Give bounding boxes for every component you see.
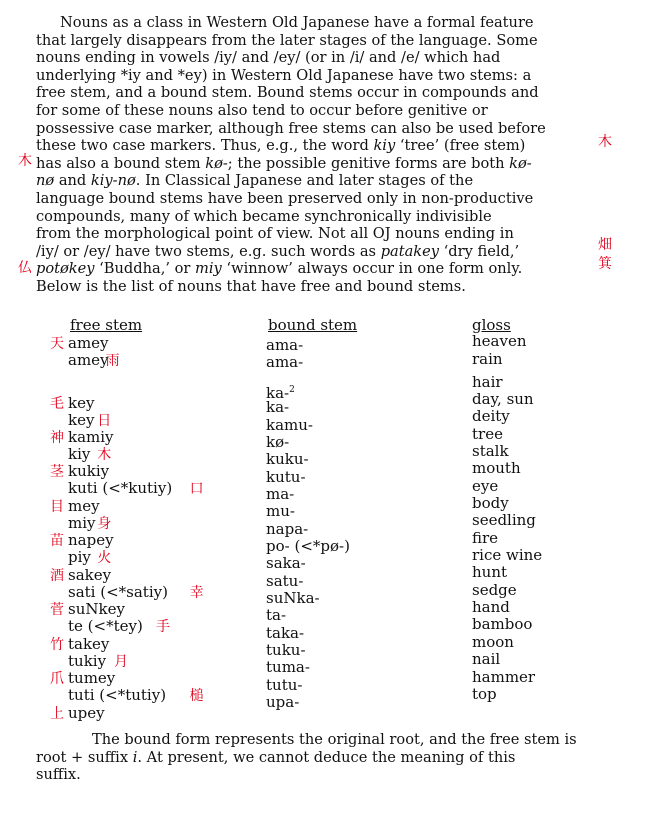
- gloss-cell: hand: [472, 598, 510, 616]
- intro-line: free stem, and a bound stem. Bound stems occur in compounds and: [36, 84, 539, 102]
- text: ‘winnow’ always occur in one form only.: [221, 260, 523, 278]
- bound-stem-cell: satu-: [266, 572, 304, 590]
- gloss-cell: rain: [472, 350, 503, 368]
- text: ; the possible genitive forms are both: [227, 154, 510, 172]
- row-kanji: 日: [97, 413, 112, 429]
- intro-line: Nouns as a class in Western Old Japanese have a formal feature: [60, 14, 534, 31]
- gloss-cell: body: [472, 494, 509, 512]
- free-stem-cell: kuti (<*kutiy): [68, 479, 173, 497]
- row-kanji: 木: [97, 447, 112, 463]
- text: has also a bound stem: [36, 154, 206, 172]
- bound-stem-cell: po- (<*pø-): [266, 537, 350, 555]
- gloss-cell: moon: [472, 633, 514, 651]
- intro-line: that largely disappears from the later stages of the language. Some: [36, 31, 538, 49]
- row-kanji: 茎: [50, 464, 64, 480]
- intro-line: [36, 260, 592, 278]
- bound-stem-cell: tuku-: [266, 641, 306, 659]
- text: and: [54, 172, 91, 190]
- term-miy: miy: [195, 260, 222, 278]
- text: /iy/ or /ey/ have two stems, e.g. such words as: [36, 242, 381, 260]
- free-stem-cell: upey: [68, 704, 105, 722]
- term-kiy: kiy: [373, 137, 396, 155]
- free-stem-cell: key: [68, 394, 95, 412]
- bound-stem-cell: kamu-: [266, 416, 313, 434]
- row-kanji: 月: [114, 654, 128, 670]
- bound-stem-cell: ma-: [266, 485, 295, 503]
- free-stem-cell: napey: [68, 531, 114, 549]
- row-kanji: 竹: [50, 637, 64, 653]
- text: . At present, we cannot deduce the meaning of this: [137, 748, 516, 766]
- intro-line: [36, 243, 592, 261]
- gloss-cell: seedling: [472, 511, 536, 529]
- intro-line: [36, 172, 592, 190]
- free-stem-cell: miy: [68, 514, 96, 532]
- outro-line: suffix.: [36, 766, 81, 784]
- gloss-cell: day, sun: [472, 390, 534, 408]
- bound-stem-cell: ta-: [266, 606, 287, 624]
- intro-paragraph: [36, 14, 592, 296]
- row-kanji: 苗: [50, 533, 64, 549]
- gloss-cell: fire: [472, 529, 499, 547]
- gloss-cell: nail: [472, 650, 501, 668]
- intro-line: possessive case marker, although free stems can also be used before: [36, 119, 546, 137]
- free-stem-cell: kamiy: [68, 428, 114, 446]
- text: root + suffix: [36, 748, 133, 766]
- text: . In Classical Japanese and later stages of the: [135, 172, 474, 190]
- free-stem-cell: sati (<*satiy): [68, 583, 168, 601]
- header-bound-stem: bound stem: [268, 316, 358, 334]
- gloss-cell: eye: [472, 477, 499, 495]
- free-stem-cell: kukiy: [68, 462, 110, 480]
- bound-stem-cell: ka-: [266, 398, 290, 416]
- gloss-cell: bamboo: [472, 615, 533, 633]
- gloss-cell: tree: [472, 425, 503, 443]
- margin-kanji-mi: 箕: [598, 256, 612, 272]
- intro-line: from the morphological point of view. Not all OJ nouns ending in: [36, 225, 514, 243]
- gloss-cell: mouth: [472, 459, 521, 477]
- row-kanji: 神: [50, 430, 64, 446]
- row-kanji: 雨: [105, 353, 120, 369]
- bound-stem-cell: kø-: [266, 433, 290, 451]
- bound-stem-cell: upa-: [266, 693, 300, 711]
- free-stem-cell: amey: [68, 334, 109, 352]
- free-stem-cell: mey: [68, 497, 100, 515]
- free-stem-cell: takey: [68, 635, 110, 653]
- outro-line: The bound form represents the original root, and the free stem is: [92, 731, 577, 748]
- intro-line: [36, 137, 592, 155]
- row-kanji: 上: [50, 706, 64, 722]
- margin-kanji-ki: 木: [18, 153, 32, 169]
- intro-line: for some of these nouns also tend to occur before genitive or: [36, 101, 488, 119]
- gloss-cell: hunt: [472, 563, 508, 581]
- free-stem-cell: amey: [68, 351, 109, 369]
- free-stem-cell: sakey: [68, 566, 112, 584]
- row-kanji: 槌: [189, 688, 204, 704]
- free-stem-cell: te (<*tey): [68, 617, 143, 635]
- text: these two case markers. Thus, e.g., the word: [36, 137, 374, 155]
- margin-kanji-hotoke: 仏: [18, 260, 32, 276]
- margin-kanji-ki: 木: [598, 134, 612, 150]
- header-free-stem: free stem: [70, 316, 143, 334]
- free-stem-cell: kiy: [68, 445, 91, 463]
- text: ‘dry field,’: [439, 242, 520, 260]
- intro-line: underlying *iy and *ey) in Western Old Japanese have two stems: a: [36, 66, 532, 84]
- gloss-cell: hammer: [472, 668, 536, 686]
- intro-line: nouns ending in vowels /iy/ and /ey/ (or in /i/ and /e/ which had: [36, 49, 501, 67]
- row-kanji: 身: [97, 516, 112, 532]
- bound-stem-cell: napa-: [266, 520, 309, 538]
- row-kanji: 毛: [50, 396, 64, 412]
- intro-line: [36, 155, 592, 173]
- row-kanji: 目: [50, 499, 64, 515]
- text: ‘Buddha,’ or: [94, 260, 196, 278]
- free-stem-cell: key: [68, 411, 95, 429]
- free-stem-cell: tukiy: [68, 652, 107, 670]
- free-stem-cell: piy: [68, 548, 91, 566]
- bound-stem-cell: tuma-: [266, 658, 310, 676]
- row-kanji: 口: [189, 481, 204, 497]
- term-kiy-no: kiy-nø: [90, 172, 136, 190]
- bound-stem-cell: mu-: [266, 502, 295, 520]
- outro-line: [36, 749, 642, 767]
- gloss-cell: sedge: [472, 581, 517, 599]
- bound-stem-cell: kuku-: [266, 450, 309, 468]
- gloss-cell: deity: [472, 407, 510, 425]
- row-kanji: 手: [156, 619, 170, 635]
- free-stem-cell: suNkey: [68, 600, 125, 618]
- gloss-cell: heaven: [472, 332, 527, 350]
- row-kanji: 酒: [50, 568, 64, 584]
- header-gloss: gloss: [472, 316, 511, 334]
- text: ‘tree’ (free stem): [395, 137, 526, 155]
- term-ko: kø-: [205, 154, 228, 172]
- row-kanji: 菅: [50, 602, 64, 618]
- term-potokey: potøkey: [36, 260, 95, 278]
- term-i: i: [132, 748, 138, 766]
- bound-stem-cell: ama-: [266, 353, 304, 371]
- row-kanji: 爪: [50, 671, 64, 687]
- outro-paragraph: [36, 731, 642, 784]
- margin-kanji-hata: 畑: [598, 237, 612, 253]
- row-kanji: 幸: [189, 585, 204, 601]
- bound-stem-cell: saka-: [266, 554, 306, 572]
- intro-line: language bound stems have been preserved only in non-productive: [36, 189, 534, 207]
- gloss-cell: rice wine: [472, 546, 543, 564]
- bound-stem-cell: taka-: [266, 624, 305, 642]
- bound-stem-cell: ama-: [266, 336, 304, 354]
- bound-stem-cell: kutu-: [266, 468, 306, 486]
- gloss-cell: hair: [472, 373, 503, 391]
- free-stem-cell: tumey: [68, 669, 116, 687]
- intro-line: compounds, many of which became synchronically indivisible: [36, 207, 492, 225]
- row-kanji: 天: [50, 336, 64, 352]
- bound-stem-cell: tutu-: [266, 676, 303, 694]
- term-no: nø: [36, 172, 55, 190]
- term-ko: kø-: [509, 154, 532, 172]
- bound-stem-cell: suNka-: [266, 589, 320, 607]
- gloss-cell: stalk: [472, 442, 509, 460]
- bound-stem-cell: ka-$^2$: [266, 384, 295, 402]
- gloss-cell: top: [472, 685, 497, 703]
- row-kanji: 火: [97, 550, 112, 566]
- term-patakey: patakey: [380, 242, 440, 260]
- free-stem-cell: tuti (<*tutiy): [68, 686, 167, 704]
- intro-line: Below is the list of nouns that have free and bound stems.: [36, 277, 466, 295]
- footnote-mark: 2: [289, 385, 295, 395]
